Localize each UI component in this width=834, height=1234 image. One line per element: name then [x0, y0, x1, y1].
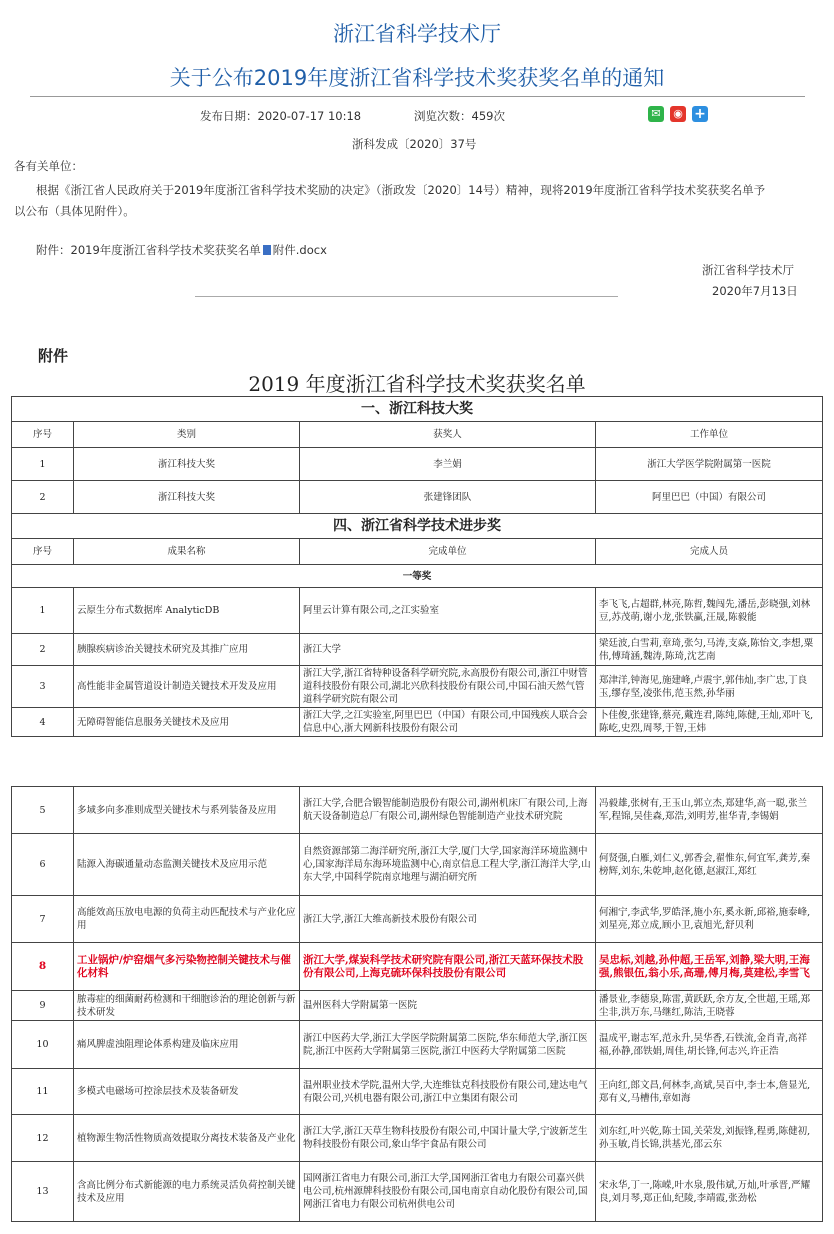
column-header: 工作单位	[596, 422, 823, 448]
table-row	[12, 1115, 823, 1162]
grade-heading-text: 一等奖	[12, 565, 823, 588]
table-cell: 李兰娟	[300, 448, 596, 481]
doc-file-icon	[263, 245, 271, 255]
table-row	[12, 1021, 823, 1069]
table-row	[12, 481, 823, 514]
table-cell: 吴忠标,刘越,孙仲超,王岳军,刘静,梁大明,王海强,熊银伍,翁小乐,高珊,傅月梅,莫建松,李雪飞	[596, 943, 823, 991]
table-cell: 浙江大学,浙江天草生物科技股份有限公司,中国计量大学,宁波新芝生物科技股份有限公司,象山华宇食品有限公司	[300, 1115, 596, 1162]
document-number: 浙科发成〔2020〕37号	[352, 137, 477, 151]
table-cell: 11	[12, 1069, 74, 1115]
awards-table-2	[11, 786, 823, 1222]
title-divider	[30, 96, 805, 97]
view-count: 浏览次数：459次	[414, 109, 505, 123]
annex-label: 附件	[38, 347, 69, 365]
table-cell: 7	[12, 896, 74, 943]
attachment-label: 附件：2019年度浙江省科学技术奖获奖名单	[36, 243, 261, 257]
table-cell: 高性能非金属管道设计制造关键技术开发及应用	[74, 666, 300, 708]
table-cell: 浙江中医药大学,浙江大学医学院附属第二医院,华东师范大学,浙江医院,浙江中医药大学附属第三医院,浙江中医药大学附属第二医院	[300, 1021, 596, 1069]
table-row	[12, 448, 823, 481]
salutation: 各有关单位：	[14, 159, 83, 173]
weibo-icon[interactable]: ◉	[670, 106, 686, 122]
table-cell: 温州职业技术学院,温州大学,大连维钛克科技股份有限公司,建达电气有限公司,兴机电器有限公司,浙江中立集团有限公司	[300, 1069, 596, 1115]
table-cell: 脓毒症的细菌耐药检测和干细胞诊治的理论创新与新技术研发	[74, 991, 300, 1021]
table-cell: 胰腺疾病诊治关键技术研究及其推广应用	[74, 634, 300, 666]
table-cell: 冯毅雄,张树有,王玉山,郭立杰,郑建华,高一聪,张兰军,程锦,吴佳森,郑浩,刘明芳,崔华青,李锡娟	[596, 787, 823, 834]
table-cell: 12	[12, 1115, 74, 1162]
table-cell: 含高比例分布式新能源的电力系统灵活负荷控制关键技术及应用	[74, 1162, 300, 1222]
table-cell: 浙江大学,煤炭科学技术研究院有限公司,浙江天蓝环保技术股份有限公司,上海克硫环保科技股份有限公司	[300, 943, 596, 991]
table-cell: 张建锋团队	[300, 481, 596, 514]
table-cell: 梁廷波,白雪莉,章琦,张匀,马涛,支焱,陈怡文,李想,粟伟,傅琦涵,魏涛,陈琦,沈艺南	[596, 634, 823, 666]
signature-date: 2020年7月13日	[712, 284, 798, 298]
table-cell: 刘东红,叶兴乾,陈士国,关荣发,刘振锋,程勇,陈健初,孙玉敏,肖长锦,洪基光,邵云东	[596, 1115, 823, 1162]
table-cell: 浙江科技大奖	[74, 448, 300, 481]
wechat-icon[interactable]: ✉	[648, 106, 664, 122]
table-row	[12, 896, 823, 943]
org-title: 浙江省科学技术厅	[333, 22, 501, 46]
table-row	[12, 991, 823, 1021]
table-cell: 无障碍智能信息服务关键技术及应用	[74, 708, 300, 737]
body-paragraph-line2: 以公布（具体见附件）。	[14, 204, 135, 218]
grade-heading	[12, 565, 823, 588]
table-cell: 何贤强,白雁,刘仁义,郭香会,翟惟东,何宜军,龚芳,秦榜辉,刘东,朱乾坤,赵化德,赵淑江,郑红	[596, 834, 823, 896]
table-cell: 2	[12, 634, 74, 666]
attachment-link[interactable]: 附件.docx	[272, 243, 327, 257]
table-row	[12, 943, 823, 991]
table-row	[12, 1069, 823, 1115]
column-header: 完成单位	[300, 539, 596, 565]
section-heading-4-text: 四、浙江省科学技术进步奖	[12, 514, 823, 539]
section-heading-1	[12, 397, 823, 422]
table-cell: 浙江大学,之江实验室,阿里巴巴（中国）有限公司,中国残疾人联合会信息中心,浙大网新科技股份有限公司	[300, 708, 596, 737]
table-cell: 潘景业,李德泉,陈雷,黄跃跃,余方友,仝世超,王瑶,郑尘非,洪万东,马继红,陈洁,王晓蓉	[596, 991, 823, 1021]
table-cell: 痛风脾虚浊阻理论体系构建及临床应用	[74, 1021, 300, 1069]
column-header: 类别	[74, 422, 300, 448]
table-row	[12, 666, 823, 708]
table-cell: 宋永华,丁一,陈嵘,叶水泉,殷伟斌,万灿,叶承晋,严耀良,刘月琴,郑正仙,纪陵,李靖霞,张劲松	[596, 1162, 823, 1222]
table-cell: 多域多向多准则成型关键技术与系列装备及应用	[74, 787, 300, 834]
table-cell: 何湘宁,李武华,罗皓泽,施小东,奚永新,邱裕,施泰峰,刘星亮,郑立成,顾小卫,袁旭光,舒贝利	[596, 896, 823, 943]
table-cell: 10	[12, 1021, 74, 1069]
signature-org: 浙江省科学技术厅	[702, 263, 794, 277]
table-cell: 王向红,郎文昌,何林李,高斌,吴百中,李士本,詹显光,郑有义,马槽伟,章如海	[596, 1069, 823, 1115]
table-cell: 13	[12, 1162, 74, 1222]
table-cell: 1	[12, 448, 74, 481]
section-heading-4	[12, 514, 823, 539]
header-row	[12, 422, 823, 448]
publish-date: 发布日期：2020-07-17 10:18	[200, 109, 362, 123]
table-cell: 浙江大学	[300, 634, 596, 666]
column-header: 成果名称	[74, 539, 300, 565]
header-row	[12, 539, 823, 565]
annex-title: 2019 年度浙江省科学技术奖获奖名单	[248, 372, 586, 396]
table-cell: 郑津洋,钟海见,施建峰,卢震宇,郭伟灿,李广忠,丁良玉,缪存坚,凌张伟,范玉然,孙华丽	[596, 666, 823, 708]
column-header: 序号	[12, 422, 74, 448]
table-cell: 阿里巴巴（中国）有限公司	[596, 481, 823, 514]
table-cell: 4	[12, 708, 74, 737]
page-title: 关于公布2019年度浙江省科学技术奖获奖名单的通知	[169, 66, 665, 90]
separator-line	[195, 296, 618, 297]
table-cell: 自然资源部第二海洋研究所,浙江大学,厦门大学,国家海洋环境监测中心,国家海洋局东海环境监测中心,南京信息工程大学,浙江海洋大学,山东大学,中国科学院南京地理与湖泊研究所	[300, 834, 596, 896]
section-heading-1-text: 一、浙江科技大奖	[12, 397, 823, 422]
column-header: 获奖人	[300, 422, 596, 448]
table-cell: 6	[12, 834, 74, 896]
table-cell: 阿里云计算有限公司,之江实验室	[300, 588, 596, 634]
table-row	[12, 588, 823, 634]
awards-table-1	[11, 396, 823, 737]
table-cell: 卜佳俊,张建锋,蔡亮,戴连君,陈纯,陈健,王灿,邓叶飞,陈屹,史烈,周琴,于智,王炜	[596, 708, 823, 737]
table-cell: 陆源入海碳通量动态监测关键技术及应用示范	[74, 834, 300, 896]
table-row	[12, 708, 823, 737]
table-cell: 8	[12, 943, 74, 991]
attachment-line	[36, 242, 327, 258]
table-cell: 1	[12, 588, 74, 634]
table-cell: 多模式电磁场可控涂层技术及装备研发	[74, 1069, 300, 1115]
table-cell: 3	[12, 666, 74, 708]
table-cell: 浙江大学医学院附属第一医院	[596, 448, 823, 481]
table-cell: 云原生分布式数据库 AnalyticDB	[74, 588, 300, 634]
table-cell: 温成平,谢志军,范永升,吴华香,石铁流,金肖青,高祥福,孙静,邵铁娟,周佳,胡长锋,何志兴,许正浩	[596, 1021, 823, 1069]
plus-icon[interactable]: +	[692, 106, 708, 122]
table-cell: 李飞飞,占超群,林亮,陈哲,魏闯先,潘岳,彭晓强,刘林豆,苏茂萌,谢小龙,张铁赢,汪晟,陈毅能	[596, 588, 823, 634]
table-row	[12, 634, 823, 666]
table-cell: 高能效高压放电电源的负荷主动匹配技术与产业化应用	[74, 896, 300, 943]
table-cell: 5	[12, 787, 74, 834]
table-cell: 2	[12, 481, 74, 514]
column-header: 完成人员	[596, 539, 823, 565]
table-cell: 国网浙江省电力有限公司,浙江大学,国网浙江省电力有限公司嘉兴供电公司,杭州源牌科技股份有限公司,国电南京自动化股份有限公司,国网浙江省电力有限公司杭州供电公司	[300, 1162, 596, 1222]
body-paragraph-line1: 根据《浙江省人民政府关于2019年度浙江省科学技术奖励的决定》（浙政发〔2020〕14号）精神，现将2019年度浙江省科学技术奖获奖名单予	[36, 183, 766, 197]
table-cell: 植物源生物活性物质高效提取分离技术装备及产业化	[74, 1115, 300, 1162]
table-cell: 工业锅炉/炉窑烟气多污染物控制关键技术与催化材料	[74, 943, 300, 991]
table-cell: 浙江大学,浙江省特种设备科学研究院,永高股份有限公司,浙江中财管道科技股份有限公司,湖北兴欣科技股份有限公司,中国石油天然气管道科学研究院有限公司	[300, 666, 596, 708]
column-header: 序号	[12, 539, 74, 565]
table-row	[12, 1162, 823, 1222]
table-cell: 浙江大学,浙江大维高新技术股份有限公司	[300, 896, 596, 943]
table-cell: 9	[12, 991, 74, 1021]
table-row	[12, 834, 823, 896]
table-cell: 浙江科技大奖	[74, 481, 300, 514]
table-row	[12, 787, 823, 834]
table-cell: 浙江大学,合肥合锻智能制造股份有限公司,湖州机床厂有限公司,上海航天设备制造总厂有限公司,湖州绿色智能制造产业技术研究院	[300, 787, 596, 834]
table-cell: 温州医科大学附属第一医院	[300, 991, 596, 1021]
